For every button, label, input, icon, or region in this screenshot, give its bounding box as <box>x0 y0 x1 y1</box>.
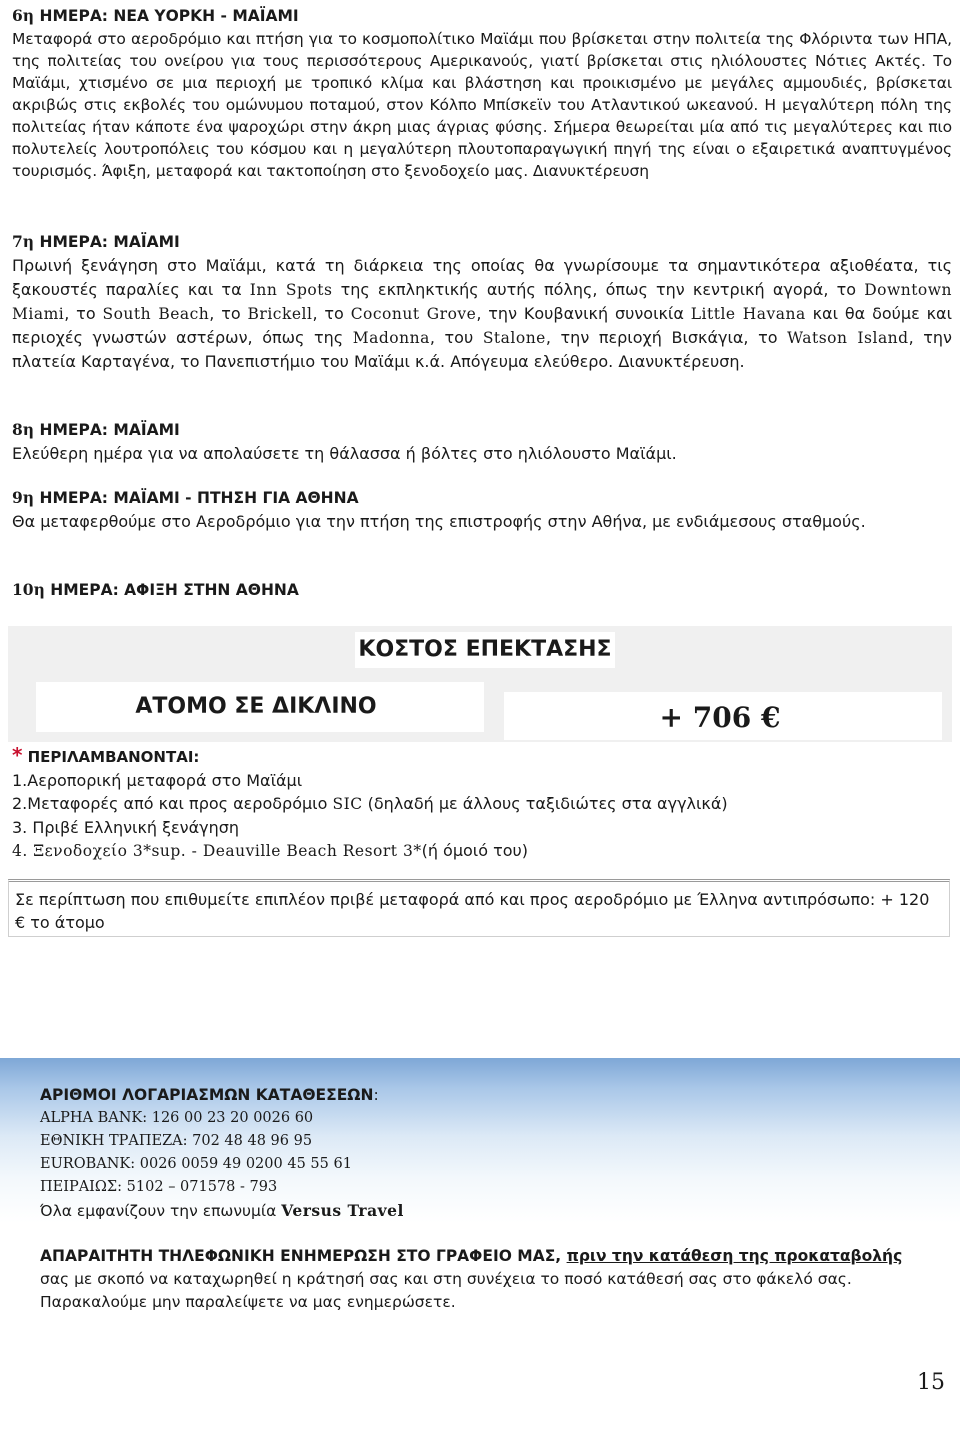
bank-account-line: ΕΘΝΙΚΗ ΤΡΑΠΕΖΑ: 702 48 48 96 95 <box>40 1133 313 1149</box>
day-9-section <box>12 486 952 533</box>
included-item: 3. Πριβέ Ελληνική ξενάγηση <box>12 818 240 837</box>
day-7-text-part: , το <box>64 304 103 323</box>
day-8-section <box>12 418 952 465</box>
asterisk-icon: * <box>12 743 23 767</box>
day-7-section <box>12 230 952 374</box>
day-10-number: 10η <box>12 580 45 599</box>
company-name: Versus Travel <box>281 1201 404 1220</box>
included-section <box>12 744 952 863</box>
bank-heading <box>40 1084 920 1107</box>
day-9-heading <box>12 486 952 510</box>
day-7-number: 7η <box>12 232 35 251</box>
included-heading <box>12 744 952 769</box>
day-7-text-part: της εκπληκτικής αυτής πόλης, όπως την κεντρική αγορά, το <box>332 280 865 299</box>
bank-heading-colon: : <box>373 1086 379 1104</box>
day-9-title: ΗΜΕΡΑ: ΜΑΪΑΜΙ - ΠΤΗΣΗ ΓΙΑ ΑΘΗΝΑ <box>39 489 359 507</box>
celebrity-name: Stalone <box>482 329 546 347</box>
hotel-name: 4. Ξενοδοχείο 3*sup. - Deauville Beach Resort 3* <box>12 842 422 860</box>
day-10-section <box>12 578 952 602</box>
day-9-number: 9η <box>12 488 35 507</box>
day-6-title: ΗΜΕΡΑ: ΝΕΑ ΥΟΡΚΗ - ΜΑΪΑΜΙ <box>39 7 299 25</box>
place-name: Brickell <box>247 305 313 323</box>
phone-notice-title: ΑΠΑΡΑΙΤΗΤΗ ΤΗΛΕΦΩΝΙΚΗ ΕΝΗΜΕΡΩΣΗ ΣΤΟ ΓΡΑΦΕΙΟ ΜΑΣ, <box>40 1247 567 1265</box>
celebrity-name: Madonna <box>352 329 430 347</box>
day-6-number: 6η <box>12 6 35 25</box>
day-8-heading <box>12 418 952 442</box>
bank-account-line: ΠΕΙΡΑΙΩΣ: 5102 – 071578 - 793 <box>40 1179 278 1195</box>
room-type-label: ΑΤΟΜΟ ΣΕ ΔΙΚΛΙΝΟ <box>135 694 377 719</box>
day-6-section <box>12 4 952 182</box>
day-7-text-part: Πρωινή ξενάγηση στο Μαϊάμι, κατά τη διάρκεια της οποίας θα γνωρίσουμε τα σημαντικότερα αξιοθέατα, τις ξακουστές παραλίες και τα <box>12 256 952 299</box>
bank-owner-text: Όλα εμφανίζουν την επωνυμία <box>40 1202 282 1220</box>
page-number: 15 <box>917 1370 945 1395</box>
day-7-text-part: , την Κουβανική συνοικία <box>476 304 691 323</box>
included-item-text: (δηλαδή με άλλους ταξιδιώτες στα αγγλικά) <box>362 794 728 813</box>
day-9-text: Θα μεταφερθούμε στο Αεροδρόμιο για την πτήση της επιστροφής στην Αθήνα, με ενδιάμεσους σταθμούς. <box>12 512 866 531</box>
cost-title: ΚΟΣΤΟΣ ΕΠΕΚΤΑΣΗΣ <box>355 632 615 668</box>
place-name: Little Havana <box>690 305 806 323</box>
bank-account-line: ALPHA BANK: 126 00 23 20 0026 60 <box>40 1110 314 1126</box>
day-7-text-part: , το <box>209 304 248 323</box>
day-7-text-part: , την πλατεία Καρταγένα, το Πανεπιστήμιο του Μαϊάμι κ.ά. Απόγευμα ελεύθερο. Διανυκτέρευση. <box>12 328 952 371</box>
bank-owner-line <box>40 1199 920 1223</box>
place-name: Downtown Miami <box>12 281 953 323</box>
day-7-text-part: , την περιοχή Βισκάγια, το <box>545 328 788 347</box>
phone-notice-reminder: Παρακαλούμε μην παραλείψετε να μας ενημερώσετε. <box>40 1293 456 1311</box>
included-item-text: 2.Μεταφορές από και προς αεροδρόμιο <box>12 794 333 813</box>
included-item-text: (ή όμοιό του) <box>421 841 529 860</box>
included-item <box>12 839 952 863</box>
day-7-text <box>12 254 952 374</box>
sic-abbrev: SIC <box>332 795 363 813</box>
day-7-heading <box>12 230 952 254</box>
day-6-heading <box>12 4 952 28</box>
spacer <box>40 1223 920 1245</box>
price-value: + 706 € <box>659 701 781 734</box>
day-6-text: Μεταφορά στο αεροδρόμιο και πτήση για το κοσμοπολίτικο Μαϊάμι που βρίσκεται στην πολιτεία της Φλόριντα των ΗΠΑ, της πολιτείας του ονείρου για τους περισσότερους Αμερικανούς, γιατί βρίσκεται στις ηλιόλουστες Νότιες Ακτές. Το Μαϊάμι, χτισμένο σε μια περιοχή με τροπικό κλίμα και βλάστηση και προικισμένο με μεγάλες αμμουδιές, βρίσκεται ακριβώς στις εκβολές του ομώνυμου ποταμού, στον Κόλπο Μπίσκεϊν του Ατλαντικού ωκεανού. Η μεγαλύτερη πόλη της πολιτείας ήταν κάποτε ένα ψαροχώρι στην άκρη μιας άγριας φύσης. Σήμερα θεωρείται μία από τις μεγαλύτερες και πιο πολυτελείς λουτροπόλεις του κόσμου και η μεγαλύτερη πλουτοπαραγωγική πηγή της είναι ο εξαιρετικά αναπτυγμένος τουρισμός. Άφιξη, μεταφορά και τακτοποίηση στο ξενοδοχείο μας. Διανυκτέρευση <box>12 30 952 180</box>
day-7-text-part: , το <box>312 304 351 323</box>
phone-notice-text: σας με σκοπό να καταχωρηθεί η κράτησή σας και στη συνέχεια το ποσό κατάθεσή σας στο φάκελό σας. <box>40 1270 852 1288</box>
bank-accounts-content <box>40 1084 920 1314</box>
day-8-text: Ελεύθερη ημέρα για να απολαύσετε τη θάλασσα ή βόλτες στο ηλιόλουστο Μαϊάμι. <box>12 444 677 463</box>
bank-account-line: EUROBANK: 0026 0059 49 0200 45 55 61 <box>40 1156 352 1172</box>
bank-heading-text: ΑΡΙΘΜΟΙ ΛΟΓΑΡΙΑΣΜΩΝ ΚΑΤΑΘΕΣΕΩΝ <box>40 1086 374 1104</box>
extra-transfer-note: Σε περίπτωση που επιθυμείτε επιπλέον πριβέ μεταφορά από και προς αεροδρόμιο με Έλληνα αντιπρόσωπο: + 120 € το άτομο <box>8 879 950 937</box>
place-name: South Beach <box>102 305 210 323</box>
phone-notice-emphasis: πριν την κατάθεση της προκαταβολής <box>566 1247 903 1265</box>
place-name: Coconut Grove <box>350 305 477 323</box>
included-item: 1.Αεροπορική μεταφορά στο Μαϊάμι <box>12 771 303 790</box>
phone-notice <box>40 1245 920 1268</box>
day-8-title: ΗΜΕΡΑ: ΜΑΪΑΜΙ <box>39 421 180 439</box>
place-name: Inn Spots <box>249 281 333 299</box>
day-7-title: ΗΜΕΡΑ: ΜΑΪΑΜΙ <box>39 233 180 251</box>
day-10-heading <box>12 578 952 602</box>
day-7-text-part: και θα δούμε και περιοχές γνωστών αστέρων, όπως της <box>12 304 952 347</box>
day-10-title: ΗΜΕΡΑ: ΑΦΙΞΗ ΣΤΗΝ ΑΘΗΝΑ <box>50 581 299 599</box>
day-7-text-part: , του <box>429 328 483 347</box>
place-name: Watson Island <box>787 329 909 347</box>
included-item <box>12 792 952 816</box>
bank-accounts-panel <box>0 1058 960 1358</box>
day-8-number: 8η <box>12 420 35 439</box>
included-title: ΠΕΡΙΛΑΜΒΑΝΟΝΤΑΙ: <box>27 748 200 766</box>
